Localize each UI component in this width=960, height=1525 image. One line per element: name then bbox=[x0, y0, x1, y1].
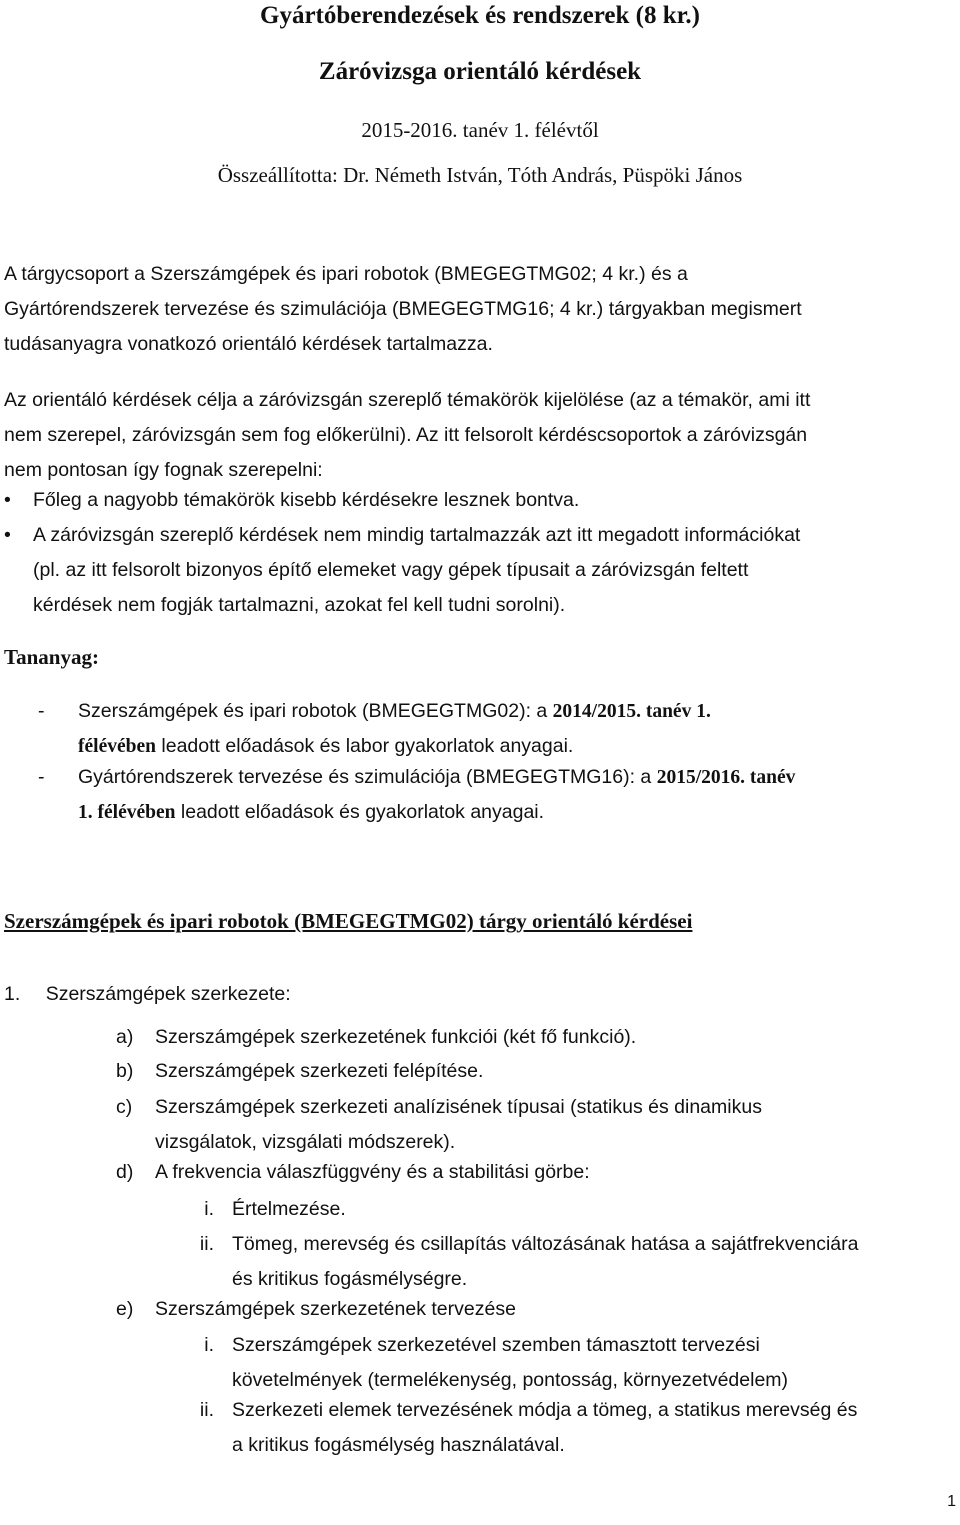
question-text: Szerszámgépek szerkezete: bbox=[45, 983, 291, 1005]
tananyag-bold: 2014/2015. tanév 1. bbox=[552, 701, 711, 722]
tananyag-text: Szerszámgépek és ipari robotok (BMEGEGTMG02): a bbox=[78, 700, 553, 722]
subitem-e-ii bbox=[186, 1393, 956, 1463]
subitem-label: i. bbox=[204, 1198, 214, 1220]
subquestion-text-line1: Szerszámgépek szerkezeti analízisének típusai (statikus és dinamikus bbox=[155, 1096, 762, 1118]
document-title: Gyártóberendezések és rendszerek (8 kr.) bbox=[260, 2, 700, 29]
subitem-d-i bbox=[186, 1192, 956, 1227]
dash-icon: - bbox=[38, 700, 45, 722]
tananyag-item-text bbox=[78, 694, 953, 764]
subitem-label: ii. bbox=[199, 1399, 214, 1421]
subquestion-label: c) bbox=[116, 1096, 133, 1118]
bullet-text: Főleg a nagyobb témakörök kisebb kérdésekre lesznek bontva. bbox=[33, 489, 580, 511]
subquestion-label: a) bbox=[116, 1026, 134, 1048]
tananyag-bold: 2015/2016. tanév bbox=[656, 767, 796, 788]
tananyag-text: leadott előadások és labor gyakorlatok anyagai. bbox=[155, 735, 574, 757]
subquestion-e bbox=[116, 1292, 956, 1327]
subquestion-text: A frekvencia válaszfüggvény és a stabilitási görbe: bbox=[155, 1161, 590, 1183]
intro-paragraph-2 bbox=[4, 383, 954, 488]
subquestion-label: d) bbox=[116, 1161, 134, 1183]
bullet-icon: • bbox=[4, 489, 11, 511]
subitem-label: ii. bbox=[199, 1233, 214, 1255]
intro-paragraph-1 bbox=[4, 257, 954, 362]
intro-p2-line3: nem pontosan így fognak szerepelni: bbox=[4, 459, 323, 481]
page-number: 1 bbox=[947, 1493, 956, 1510]
intro-p2-line2: nem szerepel, záróvizsgán sem fog előkerülni). Az itt felsorolt kérdéscsoportok a záróvizsgán bbox=[4, 424, 808, 446]
intro-p2-line1: Az orientáló kérdések célja a záróvizsgán szereplő témakörök kijelölése (az a témakör, ami itt bbox=[4, 389, 811, 411]
subitem-text-line1: Tömeg, merevség és csillapítás változásának hatása a sajátfrekvenciára bbox=[232, 1233, 859, 1255]
term-line: 2015-2016. tanév 1. félévtől bbox=[361, 118, 599, 142]
subitem-text: Értelmezése. bbox=[232, 1198, 346, 1220]
tananyag-heading: Tananyag: bbox=[4, 645, 99, 669]
subitem-text-line1: Szerkezeti elemek tervezésének módja a tömeg, a statikus merevség és bbox=[232, 1399, 858, 1421]
subquestion-text: Szerszámgépek szerkezetének funkciói (két fő funkció). bbox=[155, 1026, 637, 1048]
subitem-label: i. bbox=[204, 1334, 214, 1356]
bullet-text-line3: kérdések nem fogják tartalmazni, azokat fel kell tudni sorolni). bbox=[33, 594, 566, 616]
subitem-e-i bbox=[186, 1328, 956, 1398]
question-number: 1. bbox=[4, 983, 21, 1005]
bullet-item bbox=[4, 518, 954, 623]
tananyag-item bbox=[38, 760, 953, 830]
tananyag-text: Gyártórendszerek tervezése és szimulációja (BMEGEGTMG16): a bbox=[78, 766, 657, 788]
section-heading: Szerszámgépek és ipari robotok (BMEGEGTMG02) tárgy orientáló kérdései bbox=[4, 909, 693, 933]
tananyag-text: leadott előadások és gyakorlatok anyagai. bbox=[175, 801, 545, 823]
question-1 bbox=[4, 977, 291, 1012]
tananyag-item bbox=[38, 694, 953, 764]
subquestion-a bbox=[116, 1020, 956, 1055]
tananyag-item-text bbox=[78, 760, 953, 830]
tananyag-bold: félévében bbox=[78, 736, 156, 757]
subquestion-text-line2: vizsgálatok, vizsgálati módszerek). bbox=[155, 1131, 456, 1153]
subquestion-b bbox=[116, 1054, 956, 1089]
subitem-text-line1: Szerszámgépek szerkezetével szemben támasztott tervezési bbox=[232, 1334, 760, 1356]
subquestion-text: Szerszámgépek szerkezetének tervezése bbox=[155, 1298, 516, 1320]
subitem-d-ii bbox=[186, 1227, 956, 1297]
subquestion-label: b) bbox=[116, 1060, 134, 1082]
bullet-icon: • bbox=[4, 524, 11, 546]
subitem-text-line2: és kritikus fogásmélységre. bbox=[232, 1268, 468, 1290]
subitem-text-line2: a kritikus fogásmélység használatával. bbox=[232, 1434, 565, 1456]
authors-line: Összeállította: Dr. Németh István, Tóth András, Püspöki János bbox=[217, 163, 743, 187]
intro-p1-line2: Gyártórendszerek tervezése és szimulációja (BMEGEGTMG16; 4 kr.) tárgyakban megismert bbox=[4, 298, 802, 320]
bullet-item bbox=[4, 483, 954, 518]
intro-p1-line1: A tárgycsoport a Szerszámgépek és ipari robotok (BMEGEGTMG02; 4 kr.) és a bbox=[4, 263, 688, 285]
dash-icon: - bbox=[38, 766, 45, 788]
intro-p1-line3: tudásanyagra vonatkozó orientáló kérdések tartalmazza. bbox=[4, 333, 493, 355]
bullet-text-line1: A záróvizsgán szereplő kérdések nem mindig tartalmazzák azt itt megadott információkat bbox=[33, 524, 801, 546]
bullet-text-line2: (pl. az itt felsorolt bizonyos építő elemeket vagy gépek típusait a záróvizsgán feltett bbox=[33, 559, 749, 581]
tananyag-bold: 1. félévében bbox=[78, 802, 176, 823]
subquestion-d bbox=[116, 1155, 956, 1190]
subquestion-text: Szerszámgépek szerkezeti felépítése. bbox=[155, 1060, 484, 1082]
subquestion-label: e) bbox=[116, 1298, 134, 1320]
subquestion-c bbox=[116, 1090, 956, 1160]
subitem-text-line2: követelmények (termelékenység, pontosság, környezetvédelem) bbox=[232, 1369, 789, 1391]
document-subtitle: Záróvizsga orientáló kérdések bbox=[318, 58, 642, 85]
